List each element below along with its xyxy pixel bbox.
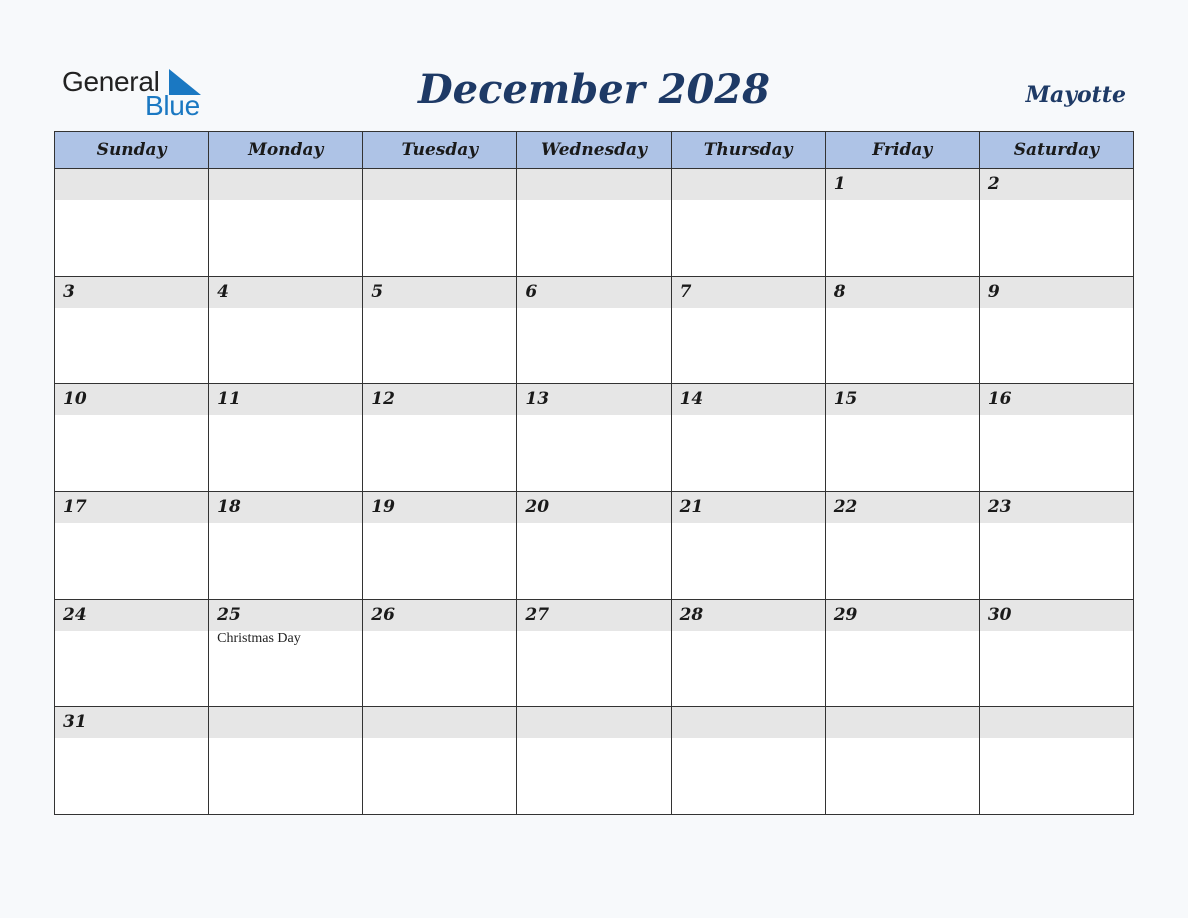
day-number-band [980,707,1133,738]
holiday-label: Christmas Day [217,630,301,646]
day-number-band [672,707,825,738]
day-cell [55,384,209,492]
day-number: 6 [525,281,538,302]
weekday-header: Wednesday [517,132,671,169]
day-cell [980,707,1134,815]
day-number-band [363,600,516,631]
day-number: 1 [833,174,846,194]
day-number-band [55,169,208,200]
weekday-header: Tuesday [363,132,517,169]
day-number: 19 [371,496,395,517]
day-number: 28 [679,604,704,625]
day-cell [826,169,980,277]
country-name: Mayotte [1025,82,1126,108]
weekday-header: Friday [826,132,980,169]
day-number: 2 [987,174,1000,194]
day-cell [672,169,826,277]
day-cell [980,492,1134,600]
day-cell [980,384,1134,492]
day-number-band [55,277,208,308]
day-cell [672,384,826,492]
day-number: 13 [525,389,550,410]
day-number-band [517,707,670,738]
day-number-band [672,600,825,631]
day-number: 31 [63,712,87,733]
day-number-band [55,384,208,415]
day-number-band [517,277,670,308]
day-number-band [826,492,979,523]
day-number-band [517,492,670,523]
weekday-header: Sunday [55,132,209,169]
day-cell [672,492,826,600]
day-cell [672,277,826,385]
day-cell [209,600,363,708]
day-cell [363,384,517,492]
calendar-grid [54,131,1134,815]
day-number: 12 [371,389,395,410]
day-number: 22 [833,496,858,517]
day-cell [672,707,826,815]
day-number: 7 [679,281,692,302]
day-cell [363,277,517,385]
day-cell [517,600,671,708]
day-cell [517,384,671,492]
day-number: 25 [217,604,241,625]
day-number-band [209,384,362,415]
day-number-band [363,384,516,415]
day-number-band [209,707,362,738]
day-number: 3 [63,281,75,302]
day-number: 20 [525,496,550,517]
day-number: 5 [371,281,384,302]
day-number-band [363,707,516,738]
day-number: 10 [63,389,87,410]
day-number-band [672,384,825,415]
day-number: 23 [987,496,1012,517]
day-cell [517,707,671,815]
day-number: 17 [63,496,87,517]
day-number-band [55,600,208,631]
day-cell [55,600,209,708]
day-number-band [980,277,1133,308]
day-cell [55,492,209,600]
calendar-title: December 2028 [417,66,770,113]
logo-text-blue: Blue [145,90,200,121]
weekday-header: Thursday [672,132,826,169]
day-cell [55,169,209,277]
day-number: 9 [987,281,1000,302]
day-number-band [363,492,516,523]
day-number: 14 [679,389,704,410]
day-number-band [672,492,825,523]
day-number-band [209,169,362,200]
day-cell [517,492,671,600]
weekday-header: Saturday [980,132,1134,169]
day-cell [209,492,363,600]
day-number-band [209,492,362,523]
day-number: 29 [833,604,858,625]
weekday-header: Monday [209,132,363,169]
day-cell [363,169,517,277]
day-cell [517,169,671,277]
day-number-band [363,277,516,308]
day-cell [980,169,1134,277]
day-number: 26 [371,604,395,625]
day-cell [826,384,980,492]
day-number: 24 [63,604,87,625]
day-number-band [55,707,208,738]
day-number-band [672,169,825,200]
day-cell [826,492,980,600]
day-number: 15 [833,389,858,410]
day-cell [209,169,363,277]
day-cell [826,707,980,815]
day-number-band [363,169,516,200]
day-number-band [826,384,979,415]
day-cell [980,277,1134,385]
day-number-band [517,384,670,415]
day-cell [55,707,209,815]
day-cell [209,384,363,492]
day-cell [363,600,517,708]
day-cell [980,600,1134,708]
day-cell [672,600,826,708]
day-number: 4 [217,281,229,302]
day-number-band [980,600,1133,631]
day-number-band [672,277,825,308]
day-number-band [55,492,208,523]
day-cell [826,600,980,708]
day-number-band [826,600,979,631]
day-number: 18 [217,496,241,517]
logo-text-general: General [62,66,160,97]
day-number-band [980,169,1133,200]
day-number-band [517,600,670,631]
day-number: 30 [987,604,1012,625]
day-cell [209,707,363,815]
day-number: 16 [987,389,1012,410]
day-cell [209,277,363,385]
day-number-band [826,707,979,738]
day-number-band [209,600,362,631]
day-number: 11 [217,389,241,410]
day-cell [55,277,209,385]
day-number-band [517,169,670,200]
day-number: 8 [833,281,846,302]
day-number-band [209,277,362,308]
day-number-band [826,277,979,308]
day-cell [826,277,980,385]
day-number-band [826,169,979,200]
day-cell [363,492,517,600]
day-cell [363,707,517,815]
day-number-band [980,384,1133,415]
day-number: 21 [679,496,704,517]
day-cell [517,277,671,385]
day-number-band [980,492,1133,523]
day-number: 27 [525,604,550,625]
